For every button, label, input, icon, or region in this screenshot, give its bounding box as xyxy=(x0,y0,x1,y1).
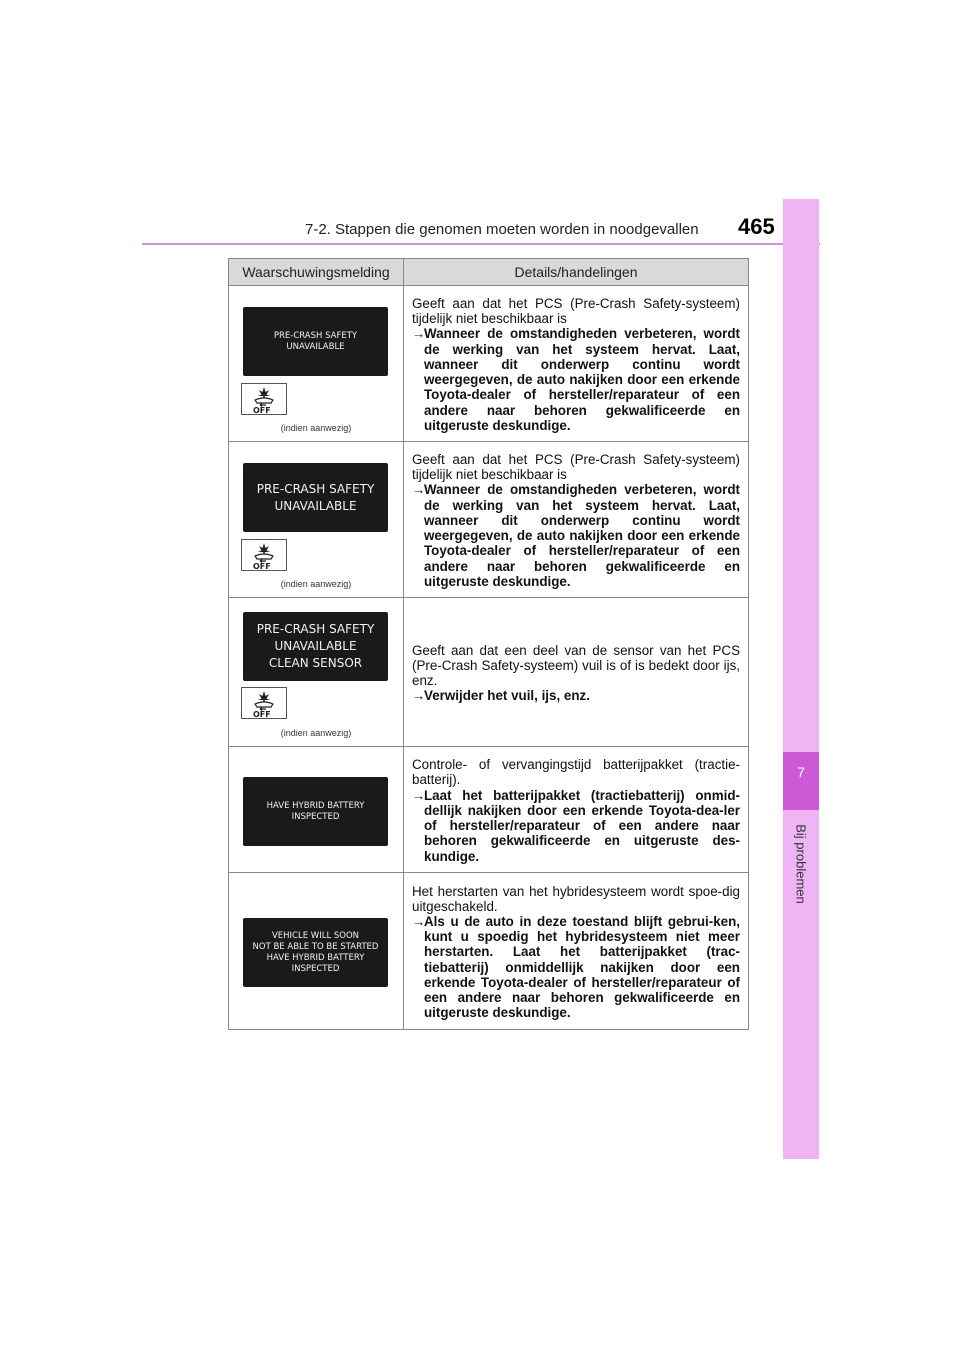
display-message-image xyxy=(243,612,388,681)
display-line: HAVE HYBRID BATTERY xyxy=(266,952,365,963)
chapter-number: 7 xyxy=(797,764,805,780)
pcs-off-icon xyxy=(241,687,287,719)
warning-cell xyxy=(229,873,404,1029)
header-divider xyxy=(142,243,820,245)
display-message-image xyxy=(243,918,388,987)
action-item xyxy=(412,688,740,703)
warning-cell xyxy=(229,442,404,597)
display-line: INSPECTED xyxy=(291,963,340,974)
details-cell xyxy=(404,873,748,1029)
arrow-icon: → xyxy=(412,787,426,803)
action-text: Wanneer de omstandigheden verbeteren, wordt de werking van het systeem hervat. Laat, wanneer dit onderwerp continu wordt weergegeven, de auto nakijken door een erkende Toyota-dealer of hersteller/reparateur of een andere naar behoren gekwalificeerde en uitgeruste deskundige. xyxy=(424,482,740,589)
display-line: NOT BE ABLE TO BE STARTED xyxy=(252,941,379,952)
display-line: PRE-CRASH SAFETY xyxy=(273,330,358,341)
display-line: INSPECTED xyxy=(291,811,340,822)
description-text: Geeft aan dat het PCS (Pre-Crash Safety-systeem) tijdelijk niet beschikbaar is xyxy=(412,296,740,327)
chapter-label: Bij problemen xyxy=(793,824,809,904)
availability-note: (indien aanwezig) xyxy=(280,423,352,433)
action-item xyxy=(412,326,740,432)
description-text: Geeft aan dat het PCS (Pre-Crash Safety-systeem) tijdelijk niet beschikbaar is xyxy=(412,452,740,483)
arrow-icon: → xyxy=(412,913,426,929)
action-item xyxy=(412,482,740,588)
display-message-image xyxy=(243,307,388,376)
description-text: Controle- of vervangingstijd batterijpakket (tractie-batterij). xyxy=(412,757,740,788)
action-text: Als u de auto in deze toestand blijft gebrui-ken, kunt u spoedig het hybridesysteem niet meer herstarten. Laat het batterijpakket (trac-tiebatterij) onmiddellijk nakijken door een erkende Toyota-dealer of hersteller/reparateur of een andere naar behoren gekwalificeerde en uitgeruste deskundige. xyxy=(424,913,740,1021)
table-row xyxy=(229,442,748,598)
action-text: Laat het batterijpakket (tractiebatterij) onmid-dellijk nakijken door een erkende Toyota-dea-ler of hersteller/reparateur of een andere naar behoren gekwalificeerde en uitgeruste des-kundige. xyxy=(424,787,740,864)
warning-cell xyxy=(229,747,404,872)
warning-cell xyxy=(229,598,404,746)
display-line: UNAVAILABLE xyxy=(274,639,357,653)
chapter-number-box xyxy=(783,752,819,810)
display-line: HAVE HYBRID BATTERY xyxy=(266,800,365,811)
arrow-icon: → xyxy=(412,688,426,704)
svg-text:OFF: OFF xyxy=(253,710,271,718)
column-header-details: Details/handelingen xyxy=(514,264,638,280)
page-number: 465 xyxy=(738,214,775,239)
table-row xyxy=(229,286,748,442)
table-row xyxy=(229,598,748,747)
table-row xyxy=(229,747,748,873)
action-item xyxy=(412,914,740,1020)
action-item xyxy=(412,788,740,864)
display-line: VEHICLE WILL SOON xyxy=(271,930,360,941)
action-text: Verwijder het vuil, ijs, enz. xyxy=(424,688,590,704)
pcs-off-icon xyxy=(241,539,287,571)
warning-cell xyxy=(229,286,404,441)
chapter-side-strip xyxy=(783,199,819,1159)
section-title: 7-2. Stappen die genomen moeten worden in noodgevallen xyxy=(305,221,699,238)
display-line: PRE-CRASH SAFETY xyxy=(256,622,375,636)
action-text: Wanneer de omstandigheden verbeteren, wordt de werking van het systeem hervat. Laat, wanneer dit onderwerp continu wordt weergegeven, de auto nakijken door een erkende Toyota-dealer of hersteller/reparateur of een andere naar behoren gekwalificeerde en uitgeruste deskundige. xyxy=(424,326,740,433)
table-row xyxy=(229,873,748,1029)
arrow-icon: → xyxy=(412,326,426,342)
display-line: UNAVAILABLE xyxy=(286,341,345,352)
display-line: PRE-CRASH SAFETY xyxy=(256,481,375,496)
details-cell xyxy=(404,747,748,872)
display-message-image xyxy=(243,463,388,532)
warning-message-table xyxy=(228,258,749,1030)
description-text: Het herstarten van het hybridesysteem wordt spoe-dig uitgeschakeld. xyxy=(412,883,740,914)
details-cell xyxy=(404,598,748,746)
arrow-icon: → xyxy=(412,482,426,498)
pcs-off-icon xyxy=(241,383,287,415)
availability-note: (indien aanwezig) xyxy=(280,728,352,738)
details-cell xyxy=(404,442,748,597)
display-message-image xyxy=(243,777,388,846)
table-header xyxy=(229,259,748,286)
availability-note: (indien aanwezig) xyxy=(280,579,352,589)
description-text: Geeft aan dat een deel van de sensor van het PCS (Pre-Crash Safety-systeem) vuil is of is bedekt door ijs, enz. xyxy=(412,642,740,688)
display-line: UNAVAILABLE xyxy=(274,498,357,513)
svg-text:OFF: OFF xyxy=(253,562,271,570)
svg-text:OFF: OFF xyxy=(253,406,271,414)
column-header-warning: Waarschuwingsmelding xyxy=(229,259,404,285)
display-line: CLEAN SENSOR xyxy=(268,656,363,670)
details-cell xyxy=(404,286,748,441)
